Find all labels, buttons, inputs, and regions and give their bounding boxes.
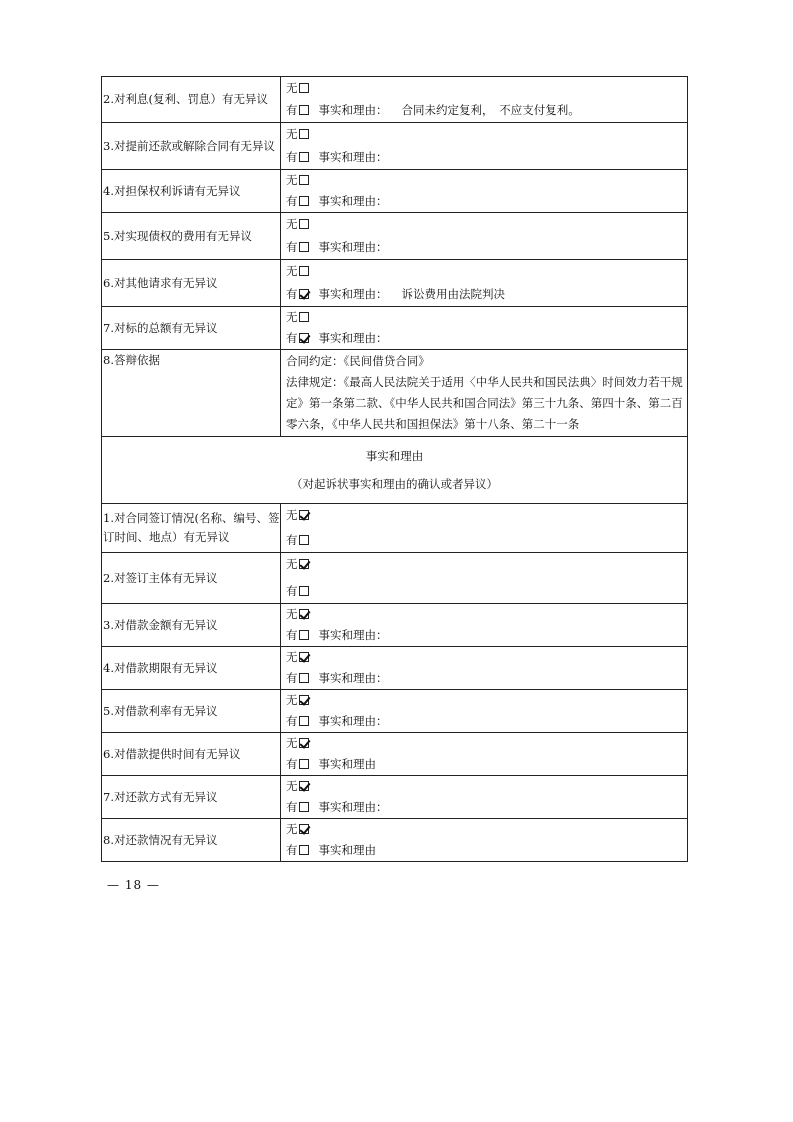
objection-row [102,307,688,350]
checkbox-icon[interactable] [299,630,309,640]
no-objection-option[interactable] [286,604,687,625]
no-objection-label: 无 [286,822,298,836]
checked-checkbox-icon[interactable] [299,333,309,343]
has-objection-label: 有 [286,287,298,301]
objection-row [102,733,688,776]
objection-label: 3.对借款金额有无异议 [102,604,281,647]
section-heading [102,437,688,504]
reason-label: 事实和理由： [318,714,388,728]
checkbox-icon[interactable] [299,845,309,855]
no-objection-option[interactable] [286,124,687,145]
no-objection-option[interactable] [286,733,687,754]
objection-row [102,690,688,733]
objection-answer [281,504,688,553]
no-objection-label: 无 [286,508,298,522]
checkbox-icon[interactable] [299,535,309,545]
no-objection-option[interactable] [286,819,687,840]
section-heading-row [102,437,688,504]
has-objection-option[interactable] [286,147,687,168]
checked-checkbox-icon[interactable] [299,510,309,520]
has-objection-option[interactable] [286,840,687,861]
checked-checkbox-icon[interactable] [299,559,309,569]
no-objection-option[interactable] [286,261,687,282]
has-objection-label: 有 [286,714,298,728]
reason-label: 事实和理由 [318,757,376,771]
has-objection-option[interactable] [286,581,687,602]
defense-basis-label: 8.答辩依据 [102,350,281,437]
checkbox-icon[interactable] [299,196,309,206]
no-objection-option[interactable] [286,170,687,191]
reason-label: 事实和理由： [318,150,388,164]
objection-label: 1.对合同签订情况(名称、编号、签订时间、地点）有无异议 [102,504,281,553]
checked-checkbox-icon[interactable] [299,781,309,791]
has-objection-option[interactable] [286,328,687,349]
objection-label: 4.对担保权利诉请有无异议 [102,170,281,213]
checkbox-icon[interactable] [299,802,309,812]
checkbox-icon[interactable] [299,175,309,185]
section-subtitle: （对起诉状事实和理由的确认或者异议） [291,477,498,491]
objection-row [102,647,688,690]
objection-label: 5.对借款利率有无异议 [102,690,281,733]
checkbox-icon[interactable] [299,586,309,596]
has-objection-label: 有 [286,194,298,208]
has-objection-option[interactable] [286,100,687,121]
checked-checkbox-icon[interactable] [299,652,309,662]
objection-row [102,604,688,647]
objection-answer [281,604,688,647]
reason-label: 事实和理由： [318,194,388,208]
no-objection-option[interactable] [286,647,687,668]
reason-text: 合同未约定复利， 不应支付复利。 [401,103,580,117]
has-objection-option[interactable] [286,797,687,818]
objection-label: 6.对借款提供时间有无异议 [102,733,281,776]
reason-label: 事实和理由： [318,671,388,685]
objection-answer [281,123,688,170]
objection-label: 8.对还款情况有无异议 [102,819,281,862]
objection-label: 5.对实现债权的费用有无异议 [102,213,281,260]
checkbox-icon[interactable] [299,673,309,683]
reason-label: 事实和理由： [318,800,388,814]
objection-label: 6.对其他请求有无异议 [102,260,281,307]
objection-answer [281,776,688,819]
no-objection-label: 无 [286,607,298,621]
has-objection-option[interactable] [286,625,687,646]
no-objection-label: 无 [286,127,298,141]
no-objection-label: 无 [286,736,298,750]
objection-row [102,553,688,604]
defense-basis-contract: 合同约定：《民间借贷合同》 [286,354,430,368]
checkbox-icon[interactable] [299,242,309,252]
has-objection-option[interactable] [286,191,687,212]
objection-answer [281,77,688,123]
reason-text: 诉讼费用由法院判决 [401,287,505,301]
objection-label: 7.对还款方式有无异议 [102,776,281,819]
no-objection-label: 无 [286,217,298,231]
checked-checkbox-icon[interactable] [299,738,309,748]
reason-label: 事实和理由： [318,628,388,642]
checkbox-icon[interactable] [299,129,309,139]
objection-row [102,77,688,123]
no-objection-label: 无 [286,650,298,664]
has-objection-label: 有 [286,533,298,547]
no-objection-label: 无 [286,310,298,324]
has-objection-label: 有 [286,628,298,642]
has-objection-option[interactable] [286,754,687,775]
has-objection-label: 有 [286,800,298,814]
objection-row [102,170,688,213]
no-objection-option[interactable] [286,505,687,526]
objection-row [102,776,688,819]
objection-label: 2.对利息(复利、罚息）有无异议 [102,77,281,123]
checkbox-icon[interactable] [299,759,309,769]
objection-label: 4.对借款期限有无异议 [102,647,281,690]
checkbox-icon[interactable] [299,312,309,322]
has-objection-label: 有 [286,584,298,598]
checkbox-icon[interactable] [299,219,309,229]
objection-answer [281,690,688,733]
objection-row [102,213,688,260]
reason-label: 事实和理由： [318,331,388,345]
has-objection-option[interactable] [286,668,687,689]
objection-label: 7.对标的总额有无异议 [102,307,281,350]
objection-answer [281,307,688,350]
objection-answer [281,213,688,260]
defense-form-table [101,76,688,862]
objection-row [102,819,688,862]
objection-label: 3.对提前还款或解除合同有无异议 [102,123,281,170]
section-title: 事实和理由 [365,449,424,463]
objection-answer [281,733,688,776]
objection-answer [281,647,688,690]
objection-answer [281,553,688,604]
defense-basis-value [281,350,688,437]
no-objection-label: 无 [286,81,298,95]
objection-answer [281,819,688,862]
has-objection-label: 有 [286,103,298,117]
defense-basis-row [102,350,688,437]
no-objection-label: 无 [286,264,298,278]
objection-answer [281,170,688,213]
has-objection-label: 有 [286,150,298,164]
checked-checkbox-icon[interactable] [299,824,309,834]
has-objection-label: 有 [286,240,298,254]
page-number: — 18 — [107,878,160,892]
has-objection-option[interactable] [286,711,687,732]
has-objection-label: 有 [286,843,298,857]
checked-checkbox-icon[interactable] [299,289,309,299]
reason-label: 事实和理由： [318,103,388,117]
has-objection-option[interactable] [286,530,687,551]
objection-label: 2.对签订主体有无异议 [102,553,281,604]
no-objection-label: 无 [286,173,298,187]
no-objection-option[interactable] [286,78,687,99]
no-objection-option[interactable] [286,307,687,328]
objection-row [102,260,688,307]
checkbox-icon[interactable] [299,83,309,93]
checked-checkbox-icon[interactable] [299,695,309,705]
no-objection-option[interactable] [286,690,687,711]
checkbox-icon[interactable] [299,105,309,115]
no-objection-option[interactable] [286,214,687,235]
no-objection-label: 无 [286,557,298,571]
has-objection-option[interactable] [286,284,687,305]
checked-checkbox-icon[interactable] [299,609,309,619]
reason-label: 事实和理由： [318,240,388,254]
reason-label: 事实和理由 [318,843,376,857]
objection-answer [281,260,688,307]
objection-row [102,504,688,553]
objection-row [102,123,688,170]
no-objection-label: 无 [286,779,298,793]
defense-basis-law: 法律规定：《最高人民法院关于适用〈中华人民共和国民法典〉时间效力若干规定》第一条第二款、《中华人民共和国合同法》第三十九条、第四十条、第二百零六条，《中华人民共和国担保法》第十八条、第二十一条 [286,375,683,431]
reason-label: 事实和理由： [318,287,388,301]
has-objection-label: 有 [286,757,298,771]
checkbox-icon[interactable] [299,266,309,276]
checkbox-icon[interactable] [299,152,309,162]
no-objection-option[interactable] [286,554,687,575]
no-objection-option[interactable] [286,776,687,797]
has-objection-option[interactable] [286,237,687,258]
has-objection-label: 有 [286,331,298,345]
checkbox-icon[interactable] [299,716,309,726]
no-objection-label: 无 [286,693,298,707]
has-objection-label: 有 [286,671,298,685]
